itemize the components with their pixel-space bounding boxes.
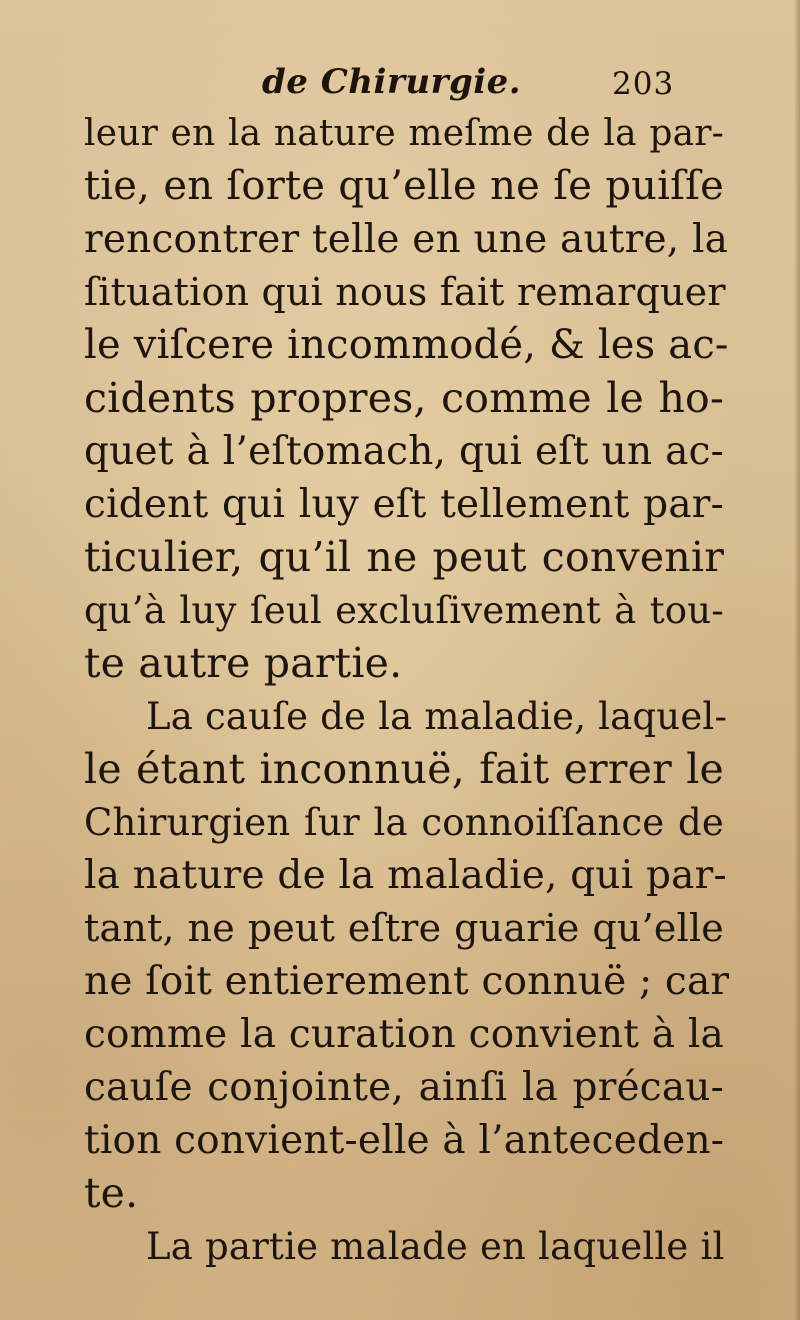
text-line: ne ſoit entierement connuë ; car [84,959,730,1004]
text-line: te. [84,1169,139,1217]
text-line: la nature de la maladie, qui par- [84,853,727,898]
text-line: quet à l’eſtomach, qui eſt un ac- [84,429,724,474]
text-line: cidents propres, comme le ho- [84,374,724,422]
text-line: Chirurgien ſur la connoiſſance de [84,801,724,844]
text-line: comme la curation convient à la [84,1012,724,1057]
running-head [0,62,800,106]
page-edge-shadow [794,0,800,1320]
text-line: tie, en ſorte qu’elle ne ſe puiſſe [84,163,724,209]
text-line: tion convient-elle à l’anteceden- [84,1118,725,1163]
text-line: cauſe conjointe, ainſi la précau- [84,1065,724,1110]
text-line: ticulier, qu’il ne peut convenir [84,533,724,581]
text-line: La partie malade en laquelle il [146,1225,725,1268]
text-line: qu’à luy ſeul excluſivement à tou- [84,589,724,632]
text-line: leur en la nature meſme de la par- [84,113,724,154]
text-line: La cauſe de la maladie, laquel- [146,695,728,738]
text-line: rencontrer telle en une autre, la [84,217,729,262]
text-line: cident qui luy eſt tellement par- [84,482,724,527]
text-line: le viſcere incommodé, & les ac- [84,322,729,368]
text-line: ſituation qui nous fait remarquer [84,270,726,314]
page-number: 203 [612,66,675,102]
text-line: tant, ne peut eſtre guarie qu’elle [84,906,724,950]
text-line: te autre partie. [84,639,403,687]
text-line: le étant inconnuë, fait errer le [84,745,724,793]
body-text [84,107,730,1273]
running-head-title: de Chirurgie. [262,62,522,102]
